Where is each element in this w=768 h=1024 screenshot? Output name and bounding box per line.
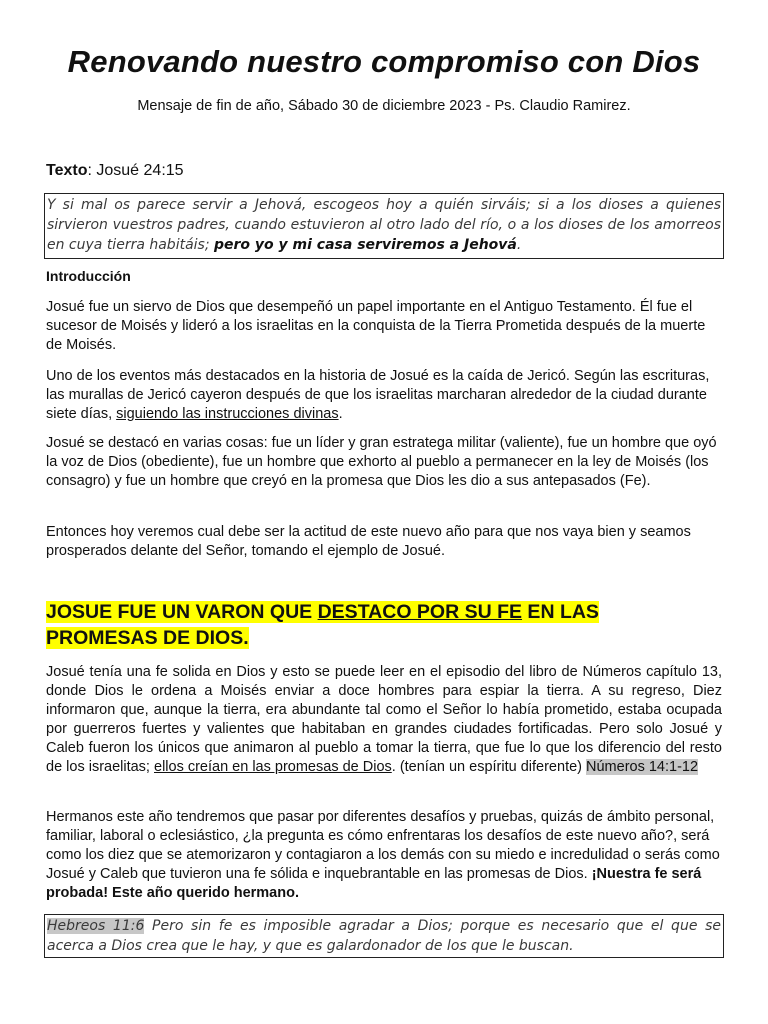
paragraph-4: Entonces hoy veremos cual debe ser la actitud de este nuevo año para que nos vaya bien y seamos prosperados delante del Señor, tomando el ejemplo de Josué.: [46, 524, 691, 559]
section-heading-line-1: [46, 601, 599, 623]
section-heading-before: JOSUE FUE UN VARON QUE: [46, 601, 318, 623]
hebrews-quote-reference: Hebreos 11:6: [47, 918, 145, 934]
paragraph-5-text: Josué tenía una fe solida en Dios y esto se puede leer en el episodio del libro de Números capítulo 13, donde Dios le ordena a Moisés enviar a doce hombres para espiar la tierra. A su regreso, Diez informaron que, aunque la tierra, era abundante tal como el Señor lo había prometido, estaba ocupada por guerreros fuertes y valientes que habitaban en grandes ciudades fortificadas. Pero solo Josué y Caleb fueron los únicos que animaron al pueblo a tomar la tierra, que fue lo que los diferencio del resto de los israelitas;: [46, 664, 722, 775]
paragraph-6-bold: ¡Nuestra fe será probada! Este año querido hermano.: [46, 866, 702, 901]
verse-quote-end: .: [516, 237, 522, 253]
verse-quote-text: Y si mal os parece servir a Jehová, escogeos hoy a quién sirváis; si a los dioses a quienes sirvieron vuestros padres, cuando estuvieron al otro lado del río, o a los dioses de los amorreos en cuya tierra habitáis;: [47, 197, 721, 253]
verse-quote-bold: pero yo y mi casa serviremos a Jehová: [214, 237, 517, 253]
hebrews-quote-text: Pero sin fe es imposible agradar a Dios; porque es necesario que el que se acerca a Dios crea que le hay, y que es galardonador de los que le buscan.: [47, 918, 721, 954]
document-subtitle: Mensaje de fin de año, Sábado 30 de diciembre 2023 - Ps. Claudio Ramirez.: [137, 98, 631, 114]
hebrews-quote-box: [44, 914, 724, 958]
paragraph-1: Josué fue un siervo de Dios que desempeñó un papel importante en el Antiguo Testamento. Él fue el sucesor de Moisés y lideró a los israelitas en la conquista de la Tierra Prometida después de la muerte de Moisés.: [46, 299, 706, 353]
paragraph-5: [46, 663, 722, 777]
paragraph-2-end: .: [338, 406, 343, 422]
paragraph-2-text: Uno de los eventos más destacados en la historia de Josué es la caída de Jericó. Según las escrituras, las murallas de Jericó cayeron después de que los israelitas marcharan alrededor de la ciudad durante siete días,: [46, 368, 710, 422]
section-heading-after: EN LAS: [522, 601, 599, 623]
verse-quote-box: [44, 193, 724, 259]
intro-heading: Introducción: [46, 268, 131, 284]
paragraph-5-underlined: ellos creían en las promesas de Dios: [154, 759, 392, 775]
section-heading-underlined: DESTACO POR SU FE: [317, 601, 523, 623]
section-heading: [46, 599, 726, 651]
paragraph-6: [46, 808, 722, 903]
paragraph-2-underlined: siguiendo las instrucciones divinas: [116, 406, 339, 422]
paragraph-5-reference: Números 14:1-12: [586, 759, 699, 775]
paragraph-2: [46, 367, 722, 424]
paragraph-6-text: Hermanos este año tendremos que pasar por diferentes desafíos y pruebas, quizás de ámbito personal, familiar, laboral o eclesiástico, ¿la pregunta es cómo enfrentaras los desafíos de este nuevo año?, será como los diez que se atemorizaron y contagiaron a los demás con su miedo e incredulidad o serás como Josué y Caleb que tuvieron una fe sólida e inquebrantable en las promesas de Dios.: [46, 809, 720, 882]
texto-reference: : Josué 24:15: [87, 162, 184, 179]
document-title: Renovando nuestro compromiso con Dios: [67, 44, 701, 79]
section-heading-line-2: PROMESAS DE DIOS.: [46, 627, 249, 649]
paragraph-3: Josué se destacó en varias cosas: fue un líder y gran estratega militar (valiente), fue un hombre que oyó la voz de Dios (obediente), fue un hombre que exhorto al pueblo a permanecer en la ley de Moisés (los consagro) y fue un hombre que creyó en la promesa que Dios les dio a sus antepasados (Fe).: [46, 435, 717, 489]
texto-label: Texto: [46, 162, 88, 179]
texto-line: [46, 162, 184, 180]
paragraph-5-after: . (tenían un espíritu diferente): [391, 759, 587, 775]
